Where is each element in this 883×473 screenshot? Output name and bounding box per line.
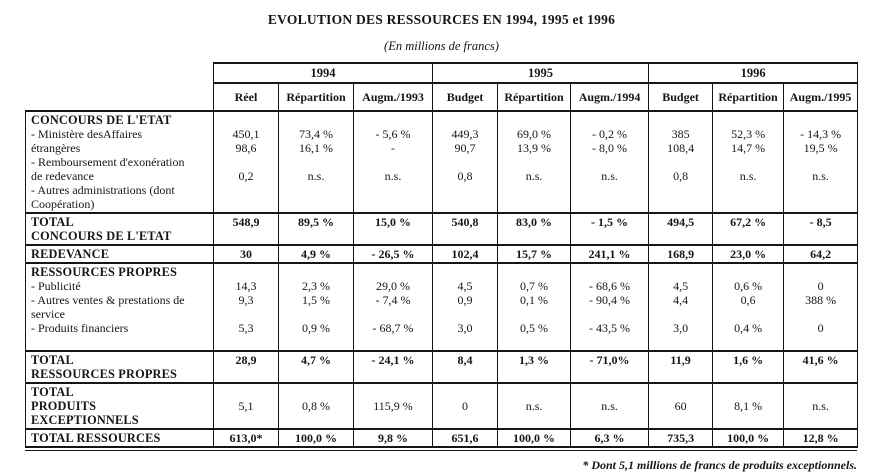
value-cell xyxy=(571,213,649,245)
label-line: - Autres administrations (dont xyxy=(31,183,175,197)
value-line: 16,1 % xyxy=(299,141,333,155)
value-line: 0 xyxy=(462,399,469,413)
value-line xyxy=(281,307,351,321)
value-cell xyxy=(279,111,354,213)
value-line: 29,0 % xyxy=(376,279,411,293)
value-line: 115,9 % xyxy=(373,399,413,413)
column-header: Réel xyxy=(214,83,279,111)
value-cell xyxy=(498,213,571,245)
value-line: - 43,5 % xyxy=(589,321,631,335)
value-line xyxy=(715,155,781,169)
value-line: 67,2 % xyxy=(730,215,767,229)
table-row xyxy=(26,429,858,447)
value-cell xyxy=(354,351,433,383)
value-line: 6,3 % xyxy=(594,431,625,445)
value-line xyxy=(281,265,351,279)
value-cell xyxy=(433,245,498,263)
table-row xyxy=(26,111,858,213)
value-cell xyxy=(649,213,713,245)
value-line xyxy=(281,113,351,127)
value-line: 4,9 % xyxy=(301,247,331,261)
column-header: Répartition xyxy=(279,83,354,111)
table-row xyxy=(26,351,858,383)
page-title: EVOLUTION DES RESSOURCES EN 1994, 1995 et 1996 xyxy=(267,12,616,27)
value-line xyxy=(281,197,351,211)
value-line: 0 xyxy=(817,321,824,335)
value-line xyxy=(356,155,430,169)
value-line xyxy=(500,335,568,349)
value-cell xyxy=(649,383,713,429)
value-line: 241,1 % xyxy=(588,247,631,261)
value-line: 11,9 xyxy=(670,353,691,367)
value-cell xyxy=(784,351,858,383)
value-line xyxy=(500,385,568,399)
value-cell xyxy=(214,245,279,263)
value-cell xyxy=(498,263,571,351)
value-line xyxy=(500,155,568,169)
table-row xyxy=(26,383,858,429)
label-line: RESSOURCES PROPRES xyxy=(31,265,178,279)
value-line xyxy=(435,197,495,211)
value-cell xyxy=(498,429,571,447)
value-line: 735,3 xyxy=(667,431,695,445)
value-cell xyxy=(713,111,784,213)
value-line: - 26,5 % xyxy=(371,247,415,261)
value-line: n.s. xyxy=(812,169,829,183)
value-cell xyxy=(214,213,279,245)
value-cell xyxy=(433,351,498,383)
value-cell xyxy=(713,213,784,245)
value-line: - 0,2 % xyxy=(592,127,628,141)
row-label-cell xyxy=(26,429,214,447)
value-line: 12,8 % xyxy=(802,431,839,445)
column-header: Budget xyxy=(649,83,713,111)
value-line: 385 xyxy=(671,127,690,141)
value-cell xyxy=(649,429,713,447)
label-line: - Ministère desAffaires xyxy=(31,127,143,141)
value-cell xyxy=(498,351,571,383)
value-line: 41,6 % xyxy=(802,353,839,367)
value-cell xyxy=(571,351,649,383)
value-line: n.s. xyxy=(525,399,543,413)
year-header: 1994 xyxy=(214,63,433,83)
year-header: 1996 xyxy=(649,63,858,83)
label-line: - Autres ventes & prestations de xyxy=(31,293,185,307)
value-line: 5,3 xyxy=(238,321,254,335)
value-line xyxy=(651,385,710,399)
value-line xyxy=(573,113,646,127)
value-line: - 8,5 xyxy=(809,215,832,229)
value-line: 3,0 xyxy=(457,321,473,335)
value-line xyxy=(573,155,646,169)
value-cell xyxy=(713,383,784,429)
value-line xyxy=(500,183,568,197)
value-line: 89,5 % xyxy=(298,215,334,229)
label-line: - Remboursement d'exonération xyxy=(31,155,185,169)
value-line: 0,1 % xyxy=(520,293,549,307)
value-line: 100,0 % xyxy=(295,431,337,445)
value-line xyxy=(573,197,646,211)
value-cell xyxy=(279,351,354,383)
column-header: Répartition xyxy=(498,83,571,111)
value-line: n.s. xyxy=(307,169,325,183)
label-line: étrangères xyxy=(31,141,81,155)
value-line: 1,5 % xyxy=(302,293,330,307)
year-header-row xyxy=(26,63,858,83)
footnote: * Dont 5,1 millions de francs de produits exceptionnels. xyxy=(582,458,857,472)
value-line: 0,6 % xyxy=(734,279,763,293)
value-line xyxy=(281,155,351,169)
value-cell xyxy=(214,429,279,447)
value-line xyxy=(356,335,430,349)
value-line: - 14,3 % xyxy=(800,127,842,141)
label-line: TOTAL RESSOURCES xyxy=(31,431,161,445)
value-line xyxy=(715,385,781,399)
value-cell xyxy=(649,245,713,263)
value-line xyxy=(786,307,855,321)
value-line: - 7,4 % xyxy=(375,293,411,307)
value-cell xyxy=(571,383,649,429)
value-line xyxy=(651,183,710,197)
value-line: 64,2 xyxy=(810,247,832,261)
value-line: 73,4 % xyxy=(299,127,333,141)
value-line: 8,1 % xyxy=(734,399,763,413)
value-line xyxy=(786,155,855,169)
value-line xyxy=(356,197,430,211)
value-cell xyxy=(433,213,498,245)
value-line xyxy=(573,183,646,197)
value-line xyxy=(216,385,276,399)
value-cell xyxy=(784,383,858,429)
label-line: TOTAL xyxy=(31,215,74,229)
value-line: 14,3 xyxy=(235,279,257,293)
value-line xyxy=(651,155,710,169)
value-line xyxy=(356,265,430,279)
value-cell xyxy=(498,383,571,429)
value-line xyxy=(216,197,276,211)
value-line: 0,5 % xyxy=(520,321,549,335)
value-line: 90,7 xyxy=(454,141,476,155)
value-line xyxy=(435,113,495,127)
value-line: 0,8 xyxy=(457,169,473,183)
value-line: 9,8 % xyxy=(378,431,409,445)
value-cell xyxy=(433,263,498,351)
value-line xyxy=(281,183,351,197)
value-line: 102,4 xyxy=(451,247,479,261)
value-line xyxy=(216,155,276,169)
value-line: - 68,7 % xyxy=(372,321,414,335)
value-line: 168,9 xyxy=(667,247,695,261)
value-line xyxy=(216,307,276,321)
value-cell xyxy=(214,351,279,383)
value-line: n.s. xyxy=(525,169,543,183)
label-line: de redevance xyxy=(31,169,94,183)
value-line xyxy=(651,307,710,321)
value-line: - 90,4 % xyxy=(589,293,631,307)
value-cell xyxy=(498,245,571,263)
value-line xyxy=(216,113,276,127)
value-line: 13,9 % xyxy=(517,141,552,155)
column-header: Augm./1995 xyxy=(784,83,858,111)
row-label-cell xyxy=(26,111,214,213)
value-line xyxy=(356,113,430,127)
column-header-row xyxy=(26,83,858,111)
label-line: RESSOURCES PROPRES xyxy=(31,367,178,381)
value-line xyxy=(715,307,781,321)
value-cell xyxy=(279,263,354,351)
resources-table xyxy=(25,62,858,448)
value-line xyxy=(500,113,568,127)
label-line: TOTAL xyxy=(31,385,74,399)
value-line: 4,4 xyxy=(673,293,689,307)
value-line: - 71,0% xyxy=(589,353,630,367)
label-line: CONCOURS DE L'ETAT xyxy=(31,113,172,127)
value-cell xyxy=(279,245,354,263)
value-cell xyxy=(713,245,784,263)
row-label-cell xyxy=(26,351,214,383)
row-label-cell xyxy=(26,263,214,351)
value-line xyxy=(216,335,276,349)
value-line: 3,0 xyxy=(673,321,689,335)
value-line xyxy=(786,113,855,127)
value-line xyxy=(786,183,855,197)
value-line xyxy=(651,113,710,127)
value-line: 450,1 xyxy=(232,127,260,141)
value-line: 100,0 % xyxy=(513,431,556,445)
value-line xyxy=(651,335,710,349)
value-cell xyxy=(571,245,649,263)
value-cell xyxy=(433,429,498,447)
label-line: - Produits financiers xyxy=(31,321,129,335)
value-cell xyxy=(354,111,433,213)
value-line: 69,0 % xyxy=(517,127,552,141)
value-line xyxy=(573,385,646,399)
value-line: 651,6 xyxy=(451,431,479,445)
label-line xyxy=(31,335,211,349)
value-line: 0,8 % xyxy=(302,399,330,413)
value-line: n.s. xyxy=(601,169,618,183)
label-line: TOTAL xyxy=(31,353,74,367)
stub-header-cell xyxy=(26,83,214,111)
value-cell xyxy=(571,429,649,447)
value-line: 4,5 xyxy=(457,279,473,293)
value-line xyxy=(651,265,710,279)
value-line: 4,5 xyxy=(673,279,689,293)
value-cell xyxy=(214,111,279,213)
value-line: 5,1 xyxy=(238,399,254,413)
row-label-cell xyxy=(26,245,214,263)
value-cell xyxy=(571,111,649,213)
label-line: service xyxy=(31,307,65,321)
value-line: 449,3 xyxy=(451,127,479,141)
value-cell xyxy=(784,429,858,447)
value-cell xyxy=(433,383,498,429)
column-header: Augm./1993 xyxy=(354,83,433,111)
value-line xyxy=(216,265,276,279)
value-line: 0,6 xyxy=(740,293,756,307)
value-cell xyxy=(279,429,354,447)
value-cell xyxy=(354,245,433,263)
value-line xyxy=(715,183,781,197)
value-line: n.s. xyxy=(384,169,402,183)
row-label-cell xyxy=(26,213,214,245)
value-line: - 68,6 % xyxy=(589,279,631,293)
stub-header-cell xyxy=(26,63,214,83)
column-header: Augm./1994 xyxy=(571,83,649,111)
value-line: 0,8 xyxy=(673,169,689,183)
value-line xyxy=(500,197,568,211)
value-line xyxy=(435,307,495,321)
value-line: 0,7 % xyxy=(520,279,549,293)
value-line: 0,4 % xyxy=(734,321,763,335)
value-line: 14,7 % xyxy=(731,141,766,155)
value-line: - 24,1 % xyxy=(371,353,415,367)
value-line xyxy=(435,265,495,279)
value-line: 0,2 xyxy=(238,169,254,183)
value-line: 100,0 % xyxy=(727,431,770,445)
value-line xyxy=(356,183,430,197)
value-line: 0 xyxy=(817,279,824,293)
value-cell xyxy=(649,263,713,351)
value-line: 8,4 xyxy=(457,353,473,367)
value-cell xyxy=(784,263,858,351)
value-line: 388 % xyxy=(805,293,837,307)
value-line xyxy=(715,197,781,211)
value-cell xyxy=(784,213,858,245)
value-line: 540,8 xyxy=(451,215,479,229)
value-line xyxy=(786,335,855,349)
value-cell xyxy=(279,213,354,245)
value-line: 1,3 % xyxy=(519,353,550,367)
value-line: - 1,5 % xyxy=(591,215,629,229)
value-line: - 5,6 % xyxy=(375,127,411,141)
value-line: 0,9 % xyxy=(302,321,330,335)
value-line xyxy=(786,385,855,399)
value-cell xyxy=(649,351,713,383)
value-cell xyxy=(713,263,784,351)
column-header: Répartition xyxy=(713,83,784,111)
value-cell xyxy=(784,111,858,213)
value-line: 613,0* xyxy=(229,431,263,445)
value-cell xyxy=(498,111,571,213)
value-line: 98,6 xyxy=(235,141,257,155)
value-line xyxy=(281,385,351,399)
label-line: REDEVANCE xyxy=(31,247,110,261)
value-line: 15,7 % xyxy=(516,247,553,261)
column-header: Budget xyxy=(433,83,498,111)
value-line xyxy=(573,265,646,279)
value-line: 108,4 xyxy=(667,141,695,155)
value-line: 52,3 % xyxy=(731,127,766,141)
value-line xyxy=(435,335,495,349)
label-line: Coopération) xyxy=(31,197,95,211)
value-cell xyxy=(354,263,433,351)
value-cell xyxy=(571,263,649,351)
value-line: 494,5 xyxy=(667,215,695,229)
value-line: 60 xyxy=(674,399,687,413)
year-header: 1995 xyxy=(433,63,649,83)
value-line: n.s. xyxy=(601,399,618,413)
value-line: 9,3 xyxy=(238,293,254,307)
value-line xyxy=(500,307,568,321)
value-line: 0,9 xyxy=(457,293,473,307)
value-line: n.s. xyxy=(739,169,757,183)
value-line: - xyxy=(391,141,396,155)
value-line: 2,3 % xyxy=(302,279,330,293)
value-line: 23,0 % xyxy=(730,247,767,261)
value-line xyxy=(715,265,781,279)
value-cell xyxy=(354,213,433,245)
value-line xyxy=(216,183,276,197)
value-line: 19,5 % xyxy=(803,141,838,155)
value-line xyxy=(786,265,855,279)
table-bottom-rule xyxy=(25,450,857,451)
value-cell xyxy=(354,383,433,429)
value-line: 15,0 % xyxy=(375,215,412,229)
table-row xyxy=(26,263,858,351)
value-cell xyxy=(649,111,713,213)
value-line xyxy=(356,307,430,321)
value-line: - 8,0 % xyxy=(592,141,628,155)
table-row xyxy=(26,245,858,263)
value-line xyxy=(281,335,351,349)
value-line xyxy=(715,335,781,349)
value-line xyxy=(435,385,495,399)
value-cell xyxy=(433,111,498,213)
label-line: PRODUITS xyxy=(31,399,97,413)
value-cell xyxy=(784,245,858,263)
value-line: 83,0 % xyxy=(516,215,553,229)
value-line: 30 xyxy=(240,247,252,261)
value-line: 1,6 % xyxy=(733,353,764,367)
value-cell xyxy=(279,383,354,429)
row-label-cell xyxy=(26,383,214,429)
value-line xyxy=(651,197,710,211)
table-row xyxy=(26,213,858,245)
value-line xyxy=(356,385,430,399)
value-cell xyxy=(214,383,279,429)
page-subtitle: (En millions de francs) xyxy=(384,39,499,53)
value-line xyxy=(435,155,495,169)
value-cell xyxy=(354,429,433,447)
value-line xyxy=(500,265,568,279)
label-line: CONCOURS DE L'ETAT xyxy=(31,229,172,243)
value-cell xyxy=(713,351,784,383)
value-line: 28,9 xyxy=(235,353,257,367)
label-line: - Publicité xyxy=(31,279,81,293)
value-line xyxy=(573,307,646,321)
value-line: 548,9 xyxy=(232,215,260,229)
value-line xyxy=(715,113,781,127)
value-line xyxy=(573,335,646,349)
label-line: EXCEPTIONNELS xyxy=(31,413,139,427)
value-cell xyxy=(214,263,279,351)
value-line: n.s. xyxy=(812,399,829,413)
value-line xyxy=(786,197,855,211)
value-line xyxy=(435,183,495,197)
value-line: 4,7 % xyxy=(301,353,331,367)
value-cell xyxy=(713,429,784,447)
